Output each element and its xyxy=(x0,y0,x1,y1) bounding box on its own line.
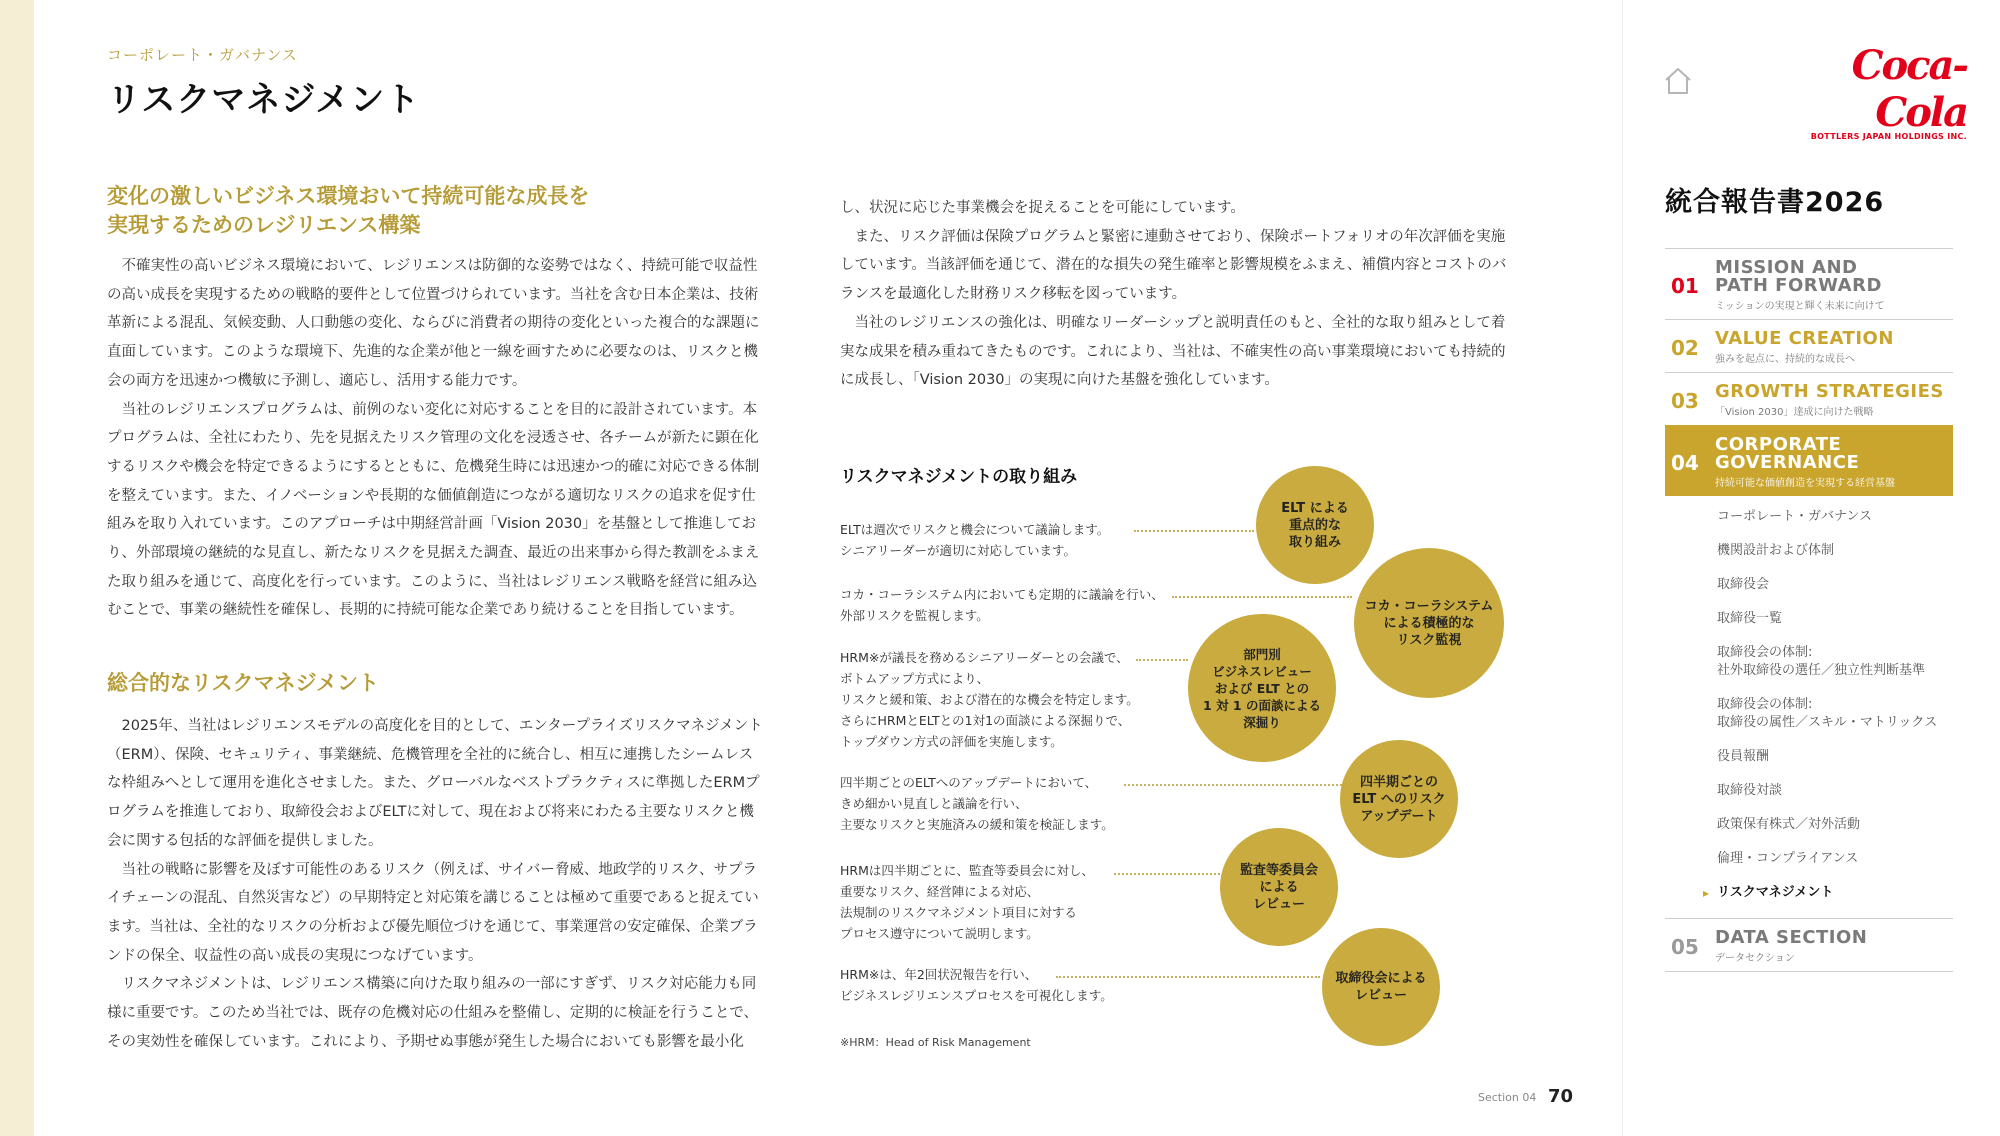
nav-section-number: 05 xyxy=(1671,934,1699,959)
nav-subitem[interactable]: 政策保有株式／対外活動 xyxy=(1717,817,1861,832)
diagram-circle: 部門別 ビジネスレビュー および ELT との 1 対 1 の面談による 深掘り xyxy=(1188,614,1336,762)
nav-section-subtitle: ミッションの実現と輝く未来に向けて xyxy=(1715,301,1885,312)
section1-heading xyxy=(107,182,589,240)
report-title: 統合報告書2026 xyxy=(1665,187,1885,218)
diagram-heading: リスクマネジメントの取り組み xyxy=(840,467,1078,487)
dotted-connector xyxy=(1134,530,1254,532)
nav-subitem[interactable]: 役員報酬 xyxy=(1717,749,1770,764)
dotted-connector xyxy=(1114,873,1220,875)
nav-subitem[interactable]: 機関設計および体制 xyxy=(1717,543,1835,558)
nav-subitem[interactable]: 取締役会 xyxy=(1717,577,1770,592)
paragraph: 当社のレジリエンスプログラムは、前例のない変化に対応することを目的に設計されています。本プログラムは、全社にわたり、先を見据えたリスク管理の文化を浸透させ、各チームが新たに顕在化するリスクや機会を特定できるようにするとともに、危機発生時には迅速かつ的確に対応できる体制を整えています。また、イノベーションや長期的な価値創造につながる適切なリスクの追求を促す仕組みを取り入れています。このアプローチは中期経営計画「Vision 2030」を基盤として推進しており、外部環境の継続的な見直し、新たなリスクを見据えた調査、最近の出来事から得た教訓をふまえた取り組みを通じて、高度化を行っています。このように、当社はレジリエンス戦略を経営に組み込むことで、事業の継続性を確保し、長期的に持続可能な企業であり続けることを目指しています。 xyxy=(107,401,760,619)
paragraph: 不確実性の高いビジネス環境において、レジリエンスは防御的な姿勢ではなく、持続可能で収益性の高い成長を実現するための戦略的要件として位置づけられています。当社を含む日本企業は、技術革新による混乱、気候変動、人口動態の変化、ならびに消費者の期待の変化といった複合的な課題に直面しています。このような環境下、先進的な企業が他と一線を画すために必要なのは、リスクと機会の両方を迅速かつ機敏に予測し、適応し、活用する能力です。 xyxy=(107,258,760,389)
diagram-item-text: HRM※は、年2回状況報告を行い、 ビジネスレジリエンスプロセスを可視化します。 xyxy=(840,967,1113,1003)
section2-heading: 総合的なリスクマネジメント xyxy=(107,671,379,695)
section1-heading-line2: 実現するためのレジリエンス構築 xyxy=(107,213,421,237)
page-number: 70 xyxy=(1548,1086,1574,1107)
paragraph: 当社のレジリエンスの強化は、明確なリーダーシップと説明責任のもと、全社的な取り組みとして着実な成果を積み重ねてきたものです。これにより、当社は、不確実性の高い事業環境においても持続的に成長し、「Vision 2030」の実現に向けた基盤を強化しています。 xyxy=(840,314,1506,389)
nav-section-title: VALUE CREATION xyxy=(1715,328,1894,349)
paragraph: リスクマネジメントは、レジリエンス構築に向けた取り組みの一部にすぎず、リスク対応能力も同様に重要です。このため当社では、既存の危機対応の仕組みを整備し、定期的に検証を行うことで、その実効性を確保しています。これにより、予期せぬ事態が発生した場合においても影響を最小化 xyxy=(107,976,759,1050)
section-kicker: コーポレート・ガバナンス xyxy=(107,46,298,64)
nav-section-title: MISSION AND xyxy=(1715,257,1858,278)
diagram-item-text: HRM※が議長を務めるシニアリーダーとの会議で、 ボトムアップ方式により、 リスクと緩和策、および潜在的な機会を特定します。 さらにHRMとELTとの1対1の面談による深掘りで、 トップダウン方式の評価を実施します。 xyxy=(840,650,1139,749)
nav-subitem[interactable]: 取締役会の体制: 取締役の属性／スキル・マトリックス xyxy=(1717,697,1938,730)
dotted-connector xyxy=(1056,976,1320,978)
dotted-connector xyxy=(1124,784,1342,786)
nav-section-title: CORPORATE xyxy=(1715,434,1842,455)
diagram-item-text: 四半期ごとのELTへのアップデートにおいて、 きめ細かい見直しと議論を行い、 主要なリスクと実施済みの緩和策を検証します。 xyxy=(840,775,1114,832)
diagram-circle: コカ・コーラシステム による積極的な リスク監視 xyxy=(1354,548,1504,698)
nav-section-number: 03 xyxy=(1671,388,1699,413)
nav-section-subtitle: 持続可能な価値創造を実現する経営基盤 xyxy=(1715,478,1895,489)
nav-section-number: 02 xyxy=(1671,335,1699,360)
nav-subitem[interactable]: コーポレート・ガバナンス xyxy=(1717,509,1872,524)
nav-section-number: 04 xyxy=(1671,450,1699,475)
nav-section-04[interactable] xyxy=(1665,425,1953,496)
column2-body xyxy=(840,194,1510,395)
nav-subitem[interactable]: 取締役対談 xyxy=(1717,783,1783,798)
nav-section-05[interactable] xyxy=(1665,918,1953,971)
diagram-item-text: コカ・コーラシステム内においても定期的に議論を行い、 外部リスクを監視します。 xyxy=(840,587,1164,623)
section1-heading-line1: 変化の激しいビジネス環境おいて持続可能な成長を xyxy=(107,184,590,208)
nav-section-number: 01 xyxy=(1671,273,1699,298)
nav-subitem-current[interactable]: ▸ リスクマネジメント xyxy=(1717,876,1953,910)
nav-section-01[interactable] xyxy=(1665,248,1953,319)
nav-section-title: PATH FORWARD xyxy=(1715,275,1882,296)
section-nav xyxy=(1665,248,1953,972)
nav-subitem[interactable]: 取締役会の体制: 社外取締役の選任／独立性判断基準 xyxy=(1717,645,1926,678)
footnote: ※HRM：Head of Risk Management xyxy=(840,1036,1031,1049)
diagram-item-text: HRMは四半期ごとに、監査等委員会に対し、 重要なリスク、経営陣による対応、 法規制のリスクマネジメント項目に対する プロセス遵守について説明します。 xyxy=(840,863,1094,941)
nav-section-title: GOVERNANCE xyxy=(1715,452,1860,473)
nav-subitem[interactable]: 取締役一覧 xyxy=(1717,611,1783,626)
dotted-connector xyxy=(1136,659,1188,661)
diagram-circle: 監査等委員会 による レビュー xyxy=(1220,828,1338,946)
paragraph: 当社の戦略に影響を及ぼす可能性のあるリスク（例えば、サイバー脅威、地政学的リスク、サプライチェーンの混乱、自然災害など）の早期特定と対応策を講じることは極めて重要であると捉えています。当社は、全社的なリスクの分析および優先順位づけを通じて、事業運営の安定確保、企業ブランドの保全、収益性の高い成長の実現につなげています。 xyxy=(107,861,759,964)
paragraph: し、状況に応じた事業機会を捉えることを可能にしています。 xyxy=(840,200,1245,216)
diagram-item-text: ELTは週次でリスクと機会について議論します。 シニアリーダーが適切に対応しています。 xyxy=(840,522,1110,558)
nav-subitems xyxy=(1665,496,1953,918)
diagram-circle: 四半期ごとの ELT へのリスク アップデート xyxy=(1340,740,1458,858)
nav-section-subtitle: データセクション xyxy=(1715,953,1795,964)
diagram-circle: 取締役会による レビュー xyxy=(1322,928,1440,1046)
nav-section-title: GROWTH STRATEGIES xyxy=(1715,381,1944,402)
navigation-sidebar xyxy=(1622,0,2000,1136)
logo-wordmark: Coca-Cola xyxy=(1851,42,1967,136)
nav-section-02[interactable] xyxy=(1665,319,1953,372)
company-logo[interactable] xyxy=(1807,42,1967,141)
page-title: リスクマネジメント xyxy=(107,80,421,120)
nav-divider xyxy=(1665,971,1953,972)
dotted-connector xyxy=(1172,596,1352,598)
nav-subitem[interactable]: 倫理・コンプライアンス xyxy=(1717,851,1859,866)
footer-section-label: Section 04 xyxy=(1478,1091,1537,1104)
diagram-circle: ELT による 重点的な 取り組み xyxy=(1256,466,1374,584)
left-margin-strip xyxy=(0,0,34,1136)
nav-section-title: DATA SECTION xyxy=(1715,927,1868,948)
nav-section-subtitle: 「Vision 2030」達成に向けた戦略 xyxy=(1715,407,1874,418)
paragraph: また、リスク評価は保険プログラムと緊密に連動させており、保険ポートフォリオの年次評価を実施しています。当該評価を通じて、潜在的な損失の発生確率と影響規模をふまえ、補償内容とコストのバランスを最適化した財務リスク移転を図っています。 xyxy=(840,228,1507,303)
home-icon[interactable] xyxy=(1663,66,1693,100)
nav-section-subtitle: 強みを起点に、持続的な成長へ xyxy=(1715,354,1855,365)
section2-body xyxy=(107,712,767,1056)
section1-body xyxy=(107,252,767,625)
logo-subtitle: BOTTLERS JAPAN HOLDINGS INC. xyxy=(1810,132,1967,141)
nav-section-03[interactable] xyxy=(1665,372,1953,425)
paragraph: 2025年、当社はレジリエンスモデルの高度化を目的として、エンタープライズリスクマネジメント（ERM）、保険、セキュリティ、事業継続、危機管理を全社的に統合し、相互に連携したシームレスな枠組みへとして運用を進化させました。また、グローバルなベストプラクティスに準拠したERMプログラムを推進しており、取締役会およびELTに対して、現在および将来にわたる主要なリスクと機会に関する包括的な評価を提供しました。 xyxy=(107,718,763,849)
